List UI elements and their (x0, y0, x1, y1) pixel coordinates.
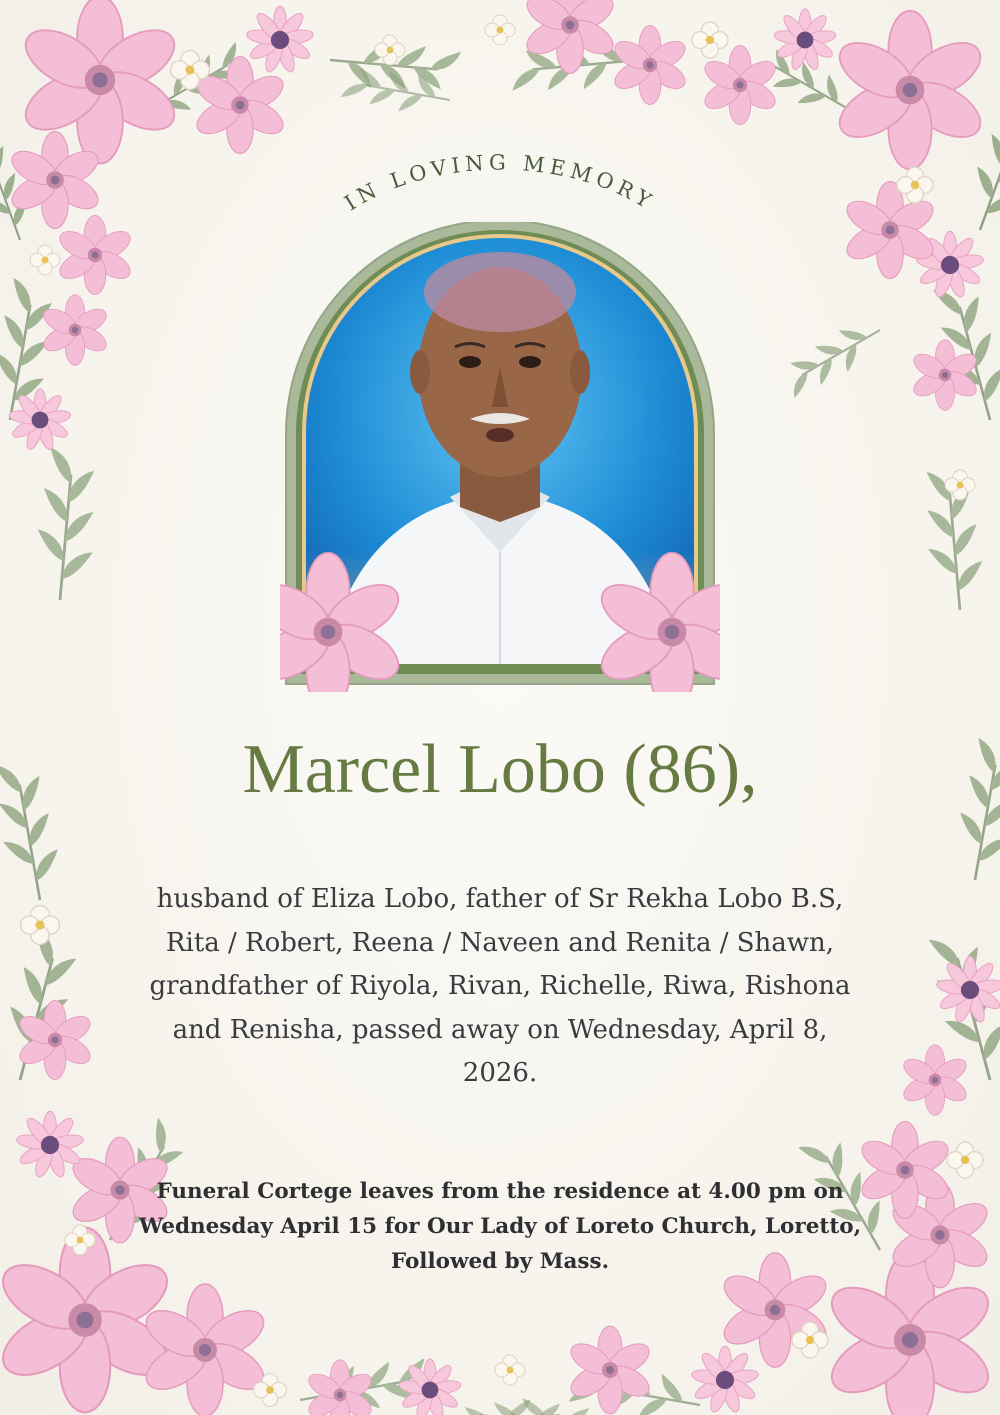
portrait-frame (280, 222, 720, 692)
heading-text: IN LOVING MEMORY (340, 150, 660, 216)
deceased-name: Marcel Lobo (86), (242, 731, 758, 808)
funeral-notice: Funeral Cortege leaves from the residence at 4.00 pm on Wednesday April 15 for Our Lady of Loreto Church, Loretto, Followed by Mass. (138, 1179, 862, 1274)
obituary-text: husband of Eliza Lobo, father of Sr Rekha Lobo B.S, Rita / Robert, Reena / Naveen and Renita / Shawn, grandfather of Riyola, Rivan, Richelle, Riwa, Rishona and Renisha, passed away on Wednesday, April 8, 2026. (149, 884, 851, 1088)
